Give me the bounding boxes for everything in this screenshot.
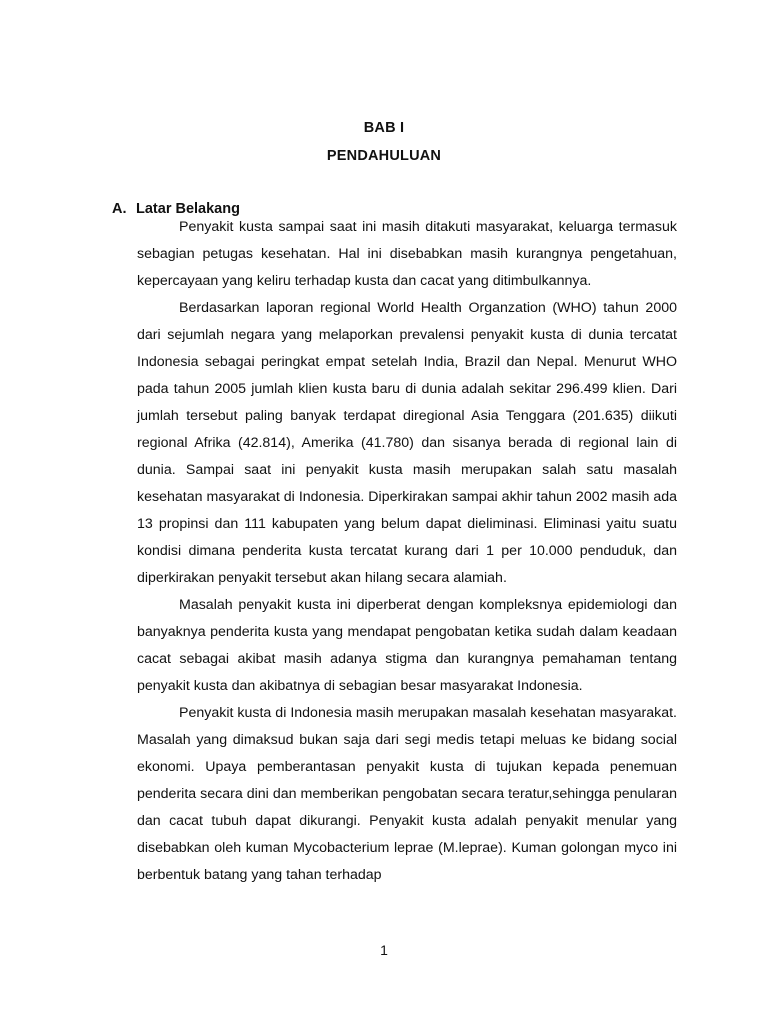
paragraph: Masalah penyakit kusta ini diperberat dengan kompleksnya epidemiologi dan banyaknya penderita kusta yang mendapat pengobatan ketika sudah dalam keadaan cacat sebagai akibat masih adanya stigma dan kurangnya pemahaman tentang penyakit kusta dan akibatnya di sebagian besar masyarakat Indonesia.: [137, 597, 677, 694]
paragraph: Penyakit kusta sampai saat ini masih ditakuti masyarakat, keluarga termasuk sebagian petugas kesehatan. Hal ini disebabkan masih kurangnya pengetahuan, kepercayaan yang keliru terhadap kusta dan cacat yang ditimbulkannya.: [137, 219, 677, 289]
paragraph: Berdasarkan laporan regional World Health Organzation (WHO) tahun 2000 dari sejumlah negara yang melaporkan prevalensi penyakit kusta di dunia tercatat Indonesia sebagai peringkat empat setelah India, Brazil dan Nepal. Menurut WHO pada tahun 2005 jumlah klien kusta baru di dunia adalah sekitar 296.499 klien. Dari jumlah tersebut paling banyak terdapat diregional Asia Tenggara (201.635) diikuti regional Afrika (42.814), Amerika (41.780) dan sisanya berada di regional lain di dunia. Sampai saat ini penyakit kusta masih merupakan salah satu masalah kesehatan masyarakat di Indonesia. Diperkirakan sampai akhir tahun 2002 masih ada 13 propinsi dan 111 kabupaten yang belum dapat dieliminasi. Eliminasi yaitu suatu kondisi dimana penderita kusta tercatat kurang dari 1 per 10.000 penduduk, dan diperkirakan penyakit tersebut akan hilang secara alamiah.: [137, 300, 677, 586]
chapter-title: PENDAHULUAN: [326, 148, 442, 164]
paragraph: Penyakit kusta di Indonesia masih merupakan masalah kesehatan masyarakat. Masalah yang dimaksud bukan saja dari segi medis tetapi meluas ke bidang social ekonomi. Upaya pemberantasan penyakit kusta di tujukan kepada penemuan penderita secara dini dan memberikan pengobatan secara teratur,sehingga penularan dan cacat tubuh dapat dikurangi. Penyakit kusta adalah penyakit menular yang disebabkan oleh kuman Mycobacterium leprae (M.leprae). Kuman golongan myco ini berbentuk batang yang tahan terhadap: [137, 705, 677, 883]
page-number: 1: [380, 942, 388, 958]
section-title: Latar Belakang: [136, 201, 240, 217]
chapter-label: BAB I: [363, 120, 405, 136]
section-marker: A.: [112, 201, 127, 217]
body-text: [137, 214, 677, 889]
